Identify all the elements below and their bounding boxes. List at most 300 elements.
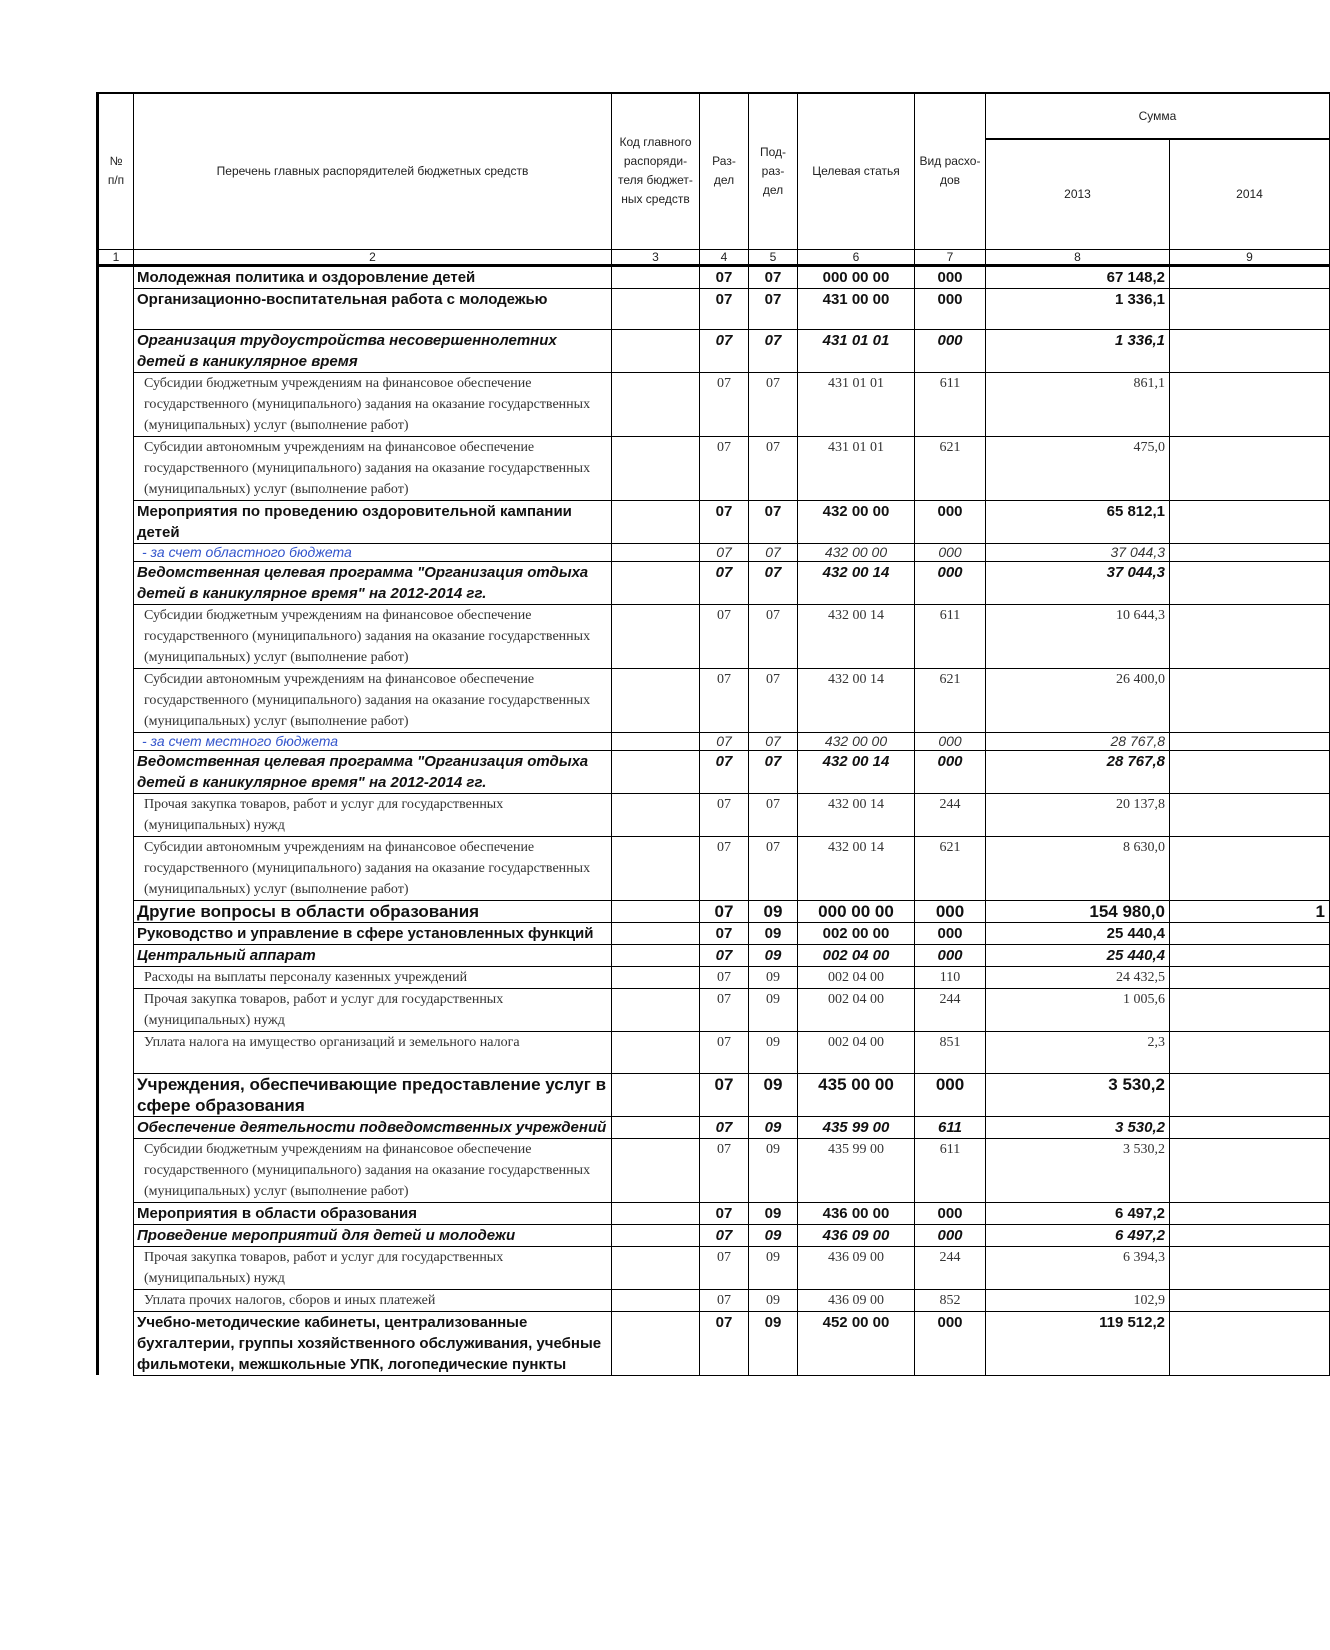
row-code xyxy=(612,966,700,988)
row-target: 452 00 00 xyxy=(798,1311,915,1375)
row-section: 07 xyxy=(700,543,749,561)
row-section: 07 xyxy=(700,288,749,329)
budget-table-sheet xyxy=(96,92,1325,1650)
row-num-cell xyxy=(98,561,134,604)
row-section: 07 xyxy=(700,732,749,750)
row-name: Субсидии бюджетным учреждениям на финансовое обеспечение государственного (муниципального) задания на оказание государственных (муниципальных) услуг (выполнение работ) xyxy=(134,372,612,436)
table-row xyxy=(98,1311,1330,1375)
row-subsection: 09 xyxy=(749,1289,798,1311)
row-sum-2013: 25 440,4 xyxy=(986,922,1170,944)
row-target: 436 00 00 xyxy=(798,1202,915,1224)
row-exptype: 000 xyxy=(915,922,986,944)
row-sum-2013: 6 394,3 xyxy=(986,1246,1170,1289)
row-name: Субсидии бюджетным учреждениям на финансовое обеспечение государственного (муниципального) задания на оказание государственных (муниципальных) услуг (выполнение работ) xyxy=(134,1138,612,1202)
row-num-cell xyxy=(98,988,134,1031)
row-target: 431 01 01 xyxy=(798,372,915,436)
row-name: Расходы на выплаты персоналу казенных учреждений xyxy=(134,966,612,988)
row-subsection: 07 xyxy=(749,500,798,543)
header-sum: Сумма xyxy=(986,93,1330,139)
table-row xyxy=(98,372,1330,436)
row-subsection: 09 xyxy=(749,966,798,988)
row-num-cell xyxy=(98,604,134,668)
row-subsection: 09 xyxy=(749,944,798,966)
row-sum-2013: 8 630,0 xyxy=(986,836,1170,900)
row-subsection: 09 xyxy=(749,900,798,922)
row-name: - за счет областного бюджета xyxy=(134,543,612,561)
table-row xyxy=(98,543,1330,561)
row-exptype: 000 xyxy=(915,944,986,966)
row-exptype: 611 xyxy=(915,1138,986,1202)
row-subsection: 07 xyxy=(749,836,798,900)
row-sum-2013: 6 497,2 xyxy=(986,1224,1170,1246)
row-num-cell xyxy=(98,543,134,561)
row-exptype: 000 xyxy=(915,543,986,561)
colnum: 7 xyxy=(915,249,986,265)
row-sum-2014 xyxy=(1170,1138,1330,1202)
colnum: 3 xyxy=(612,249,700,265)
row-section: 07 xyxy=(700,1246,749,1289)
row-section: 07 xyxy=(700,604,749,668)
row-name: Ведомственная целевая программа "Организация отдыха детей в каникулярное время" на 2012-2014 гг. xyxy=(134,750,612,793)
row-sum-2014 xyxy=(1170,436,1330,500)
row-sum-2013: 861,1 xyxy=(986,372,1170,436)
table-row xyxy=(98,1202,1330,1224)
row-subsection: 07 xyxy=(749,750,798,793)
table-row xyxy=(98,793,1330,836)
row-num-cell xyxy=(98,1138,134,1202)
row-sum-2013: 65 812,1 xyxy=(986,500,1170,543)
row-sum-2014 xyxy=(1170,966,1330,988)
row-section: 07 xyxy=(700,944,749,966)
row-sum-2013: 1 005,6 xyxy=(986,988,1170,1031)
row-num-cell xyxy=(98,732,134,750)
row-target: 432 00 14 xyxy=(798,750,915,793)
row-exptype: 244 xyxy=(915,793,986,836)
row-exptype: 621 xyxy=(915,836,986,900)
row-name: Субсидии автономным учреждениям на финансовое обеспечение государственного (муниципального) задания на оказание государственных (муниципальных) услуг (выполнение работ) xyxy=(134,436,612,500)
row-name: Учебно-методические кабинеты, централизованные бухгалтерии, группы хозяйственного обслуживания, учебные фильмотеки, межшкольные УПК, логопедические пункты xyxy=(134,1311,612,1375)
row-code xyxy=(612,922,700,944)
row-name: Обеспечение деятельности подведомственных учреждений xyxy=(134,1116,612,1138)
row-code xyxy=(612,604,700,668)
colnum: 6 xyxy=(798,249,915,265)
row-name: Центральный аппарат xyxy=(134,944,612,966)
row-target: 002 04 00 xyxy=(798,1031,915,1073)
row-subsection: 07 xyxy=(749,436,798,500)
row-section: 07 xyxy=(700,988,749,1031)
header-num: № п/п xyxy=(98,93,134,249)
row-subsection: 09 xyxy=(749,988,798,1031)
row-target: 002 04 00 xyxy=(798,966,915,988)
row-sum-2014 xyxy=(1170,836,1330,900)
row-sum-2014 xyxy=(1170,372,1330,436)
header-year1: 2013 xyxy=(986,139,1170,249)
row-sum-2014 xyxy=(1170,732,1330,750)
row-num-cell xyxy=(98,966,134,988)
row-subsection: 09 xyxy=(749,1224,798,1246)
row-sum-2014 xyxy=(1170,561,1330,604)
row-exptype: 244 xyxy=(915,1246,986,1289)
budget-rows xyxy=(98,265,1330,1375)
row-num-cell xyxy=(98,1311,134,1375)
row-exptype: 000 xyxy=(915,1224,986,1246)
row-target: 431 01 01 xyxy=(798,329,915,372)
row-section: 07 xyxy=(700,900,749,922)
row-section: 07 xyxy=(700,329,749,372)
row-name: Прочая закупка товаров, работ и услуг для государственных (муниципальных) нужд xyxy=(134,793,612,836)
row-name: Прочая закупка товаров, работ и услуг для государственных (муниципальных) нужд xyxy=(134,1246,612,1289)
row-section: 07 xyxy=(700,668,749,732)
row-subsection: 07 xyxy=(749,372,798,436)
table-row xyxy=(98,1224,1330,1246)
row-exptype: 244 xyxy=(915,988,986,1031)
row-num-cell xyxy=(98,1224,134,1246)
row-code xyxy=(612,288,700,329)
table-row xyxy=(98,944,1330,966)
row-code xyxy=(612,1138,700,1202)
row-num-cell xyxy=(98,288,134,329)
table-row xyxy=(98,732,1330,750)
row-sum-2013: 1 336,1 xyxy=(986,329,1170,372)
row-sum-2014 xyxy=(1170,668,1330,732)
table-row xyxy=(98,668,1330,732)
row-exptype: 000 xyxy=(915,500,986,543)
header-section: Раз-дел xyxy=(700,93,749,249)
table-row xyxy=(98,900,1330,922)
row-code xyxy=(612,1031,700,1073)
row-exptype: 000 xyxy=(915,288,986,329)
row-subsection: 09 xyxy=(749,1202,798,1224)
row-code xyxy=(612,1116,700,1138)
header-name: Перечень главных распорядителей бюджетных средств xyxy=(134,93,612,249)
row-num-cell xyxy=(98,1073,134,1116)
row-code xyxy=(612,1202,700,1224)
row-sum-2013: 475,0 xyxy=(986,436,1170,500)
row-exptype: 000 xyxy=(915,561,986,604)
row-target: 000 00 00 xyxy=(798,265,915,288)
row-target: 432 00 14 xyxy=(798,793,915,836)
row-sum-2014 xyxy=(1170,500,1330,543)
row-target: 432 00 14 xyxy=(798,604,915,668)
table-row xyxy=(98,1246,1330,1289)
header-year2: 2014 xyxy=(1170,139,1330,249)
row-section: 07 xyxy=(700,750,749,793)
row-name: Организация трудоустройства несовершеннолетних детей в каникулярное время xyxy=(134,329,612,372)
row-num-cell xyxy=(98,836,134,900)
row-section: 07 xyxy=(700,1289,749,1311)
row-target: 000 00 00 xyxy=(798,900,915,922)
row-sum-2014 xyxy=(1170,329,1330,372)
row-code xyxy=(612,668,700,732)
row-sum-2014 xyxy=(1170,793,1330,836)
row-target: 002 00 00 xyxy=(798,922,915,944)
row-sum-2013: 25 440,4 xyxy=(986,944,1170,966)
row-sum-2014 xyxy=(1170,1246,1330,1289)
row-num-cell xyxy=(98,372,134,436)
table-row xyxy=(98,1031,1330,1073)
header-exptype: Вид расхо-дов xyxy=(915,93,986,249)
row-subsection: 07 xyxy=(749,543,798,561)
row-target: 432 00 14 xyxy=(798,836,915,900)
row-sum-2014 xyxy=(1170,1224,1330,1246)
row-name: Проведение мероприятий для детей и молодежи xyxy=(134,1224,612,1246)
row-sum-2014 xyxy=(1170,1311,1330,1375)
table-row xyxy=(98,265,1330,288)
row-subsection: 09 xyxy=(749,1311,798,1375)
row-target: 436 09 00 xyxy=(798,1246,915,1289)
row-section: 07 xyxy=(700,1311,749,1375)
row-num-cell xyxy=(98,750,134,793)
row-subsection: 07 xyxy=(749,793,798,836)
row-code xyxy=(612,329,700,372)
row-code xyxy=(612,944,700,966)
table-row xyxy=(98,1289,1330,1311)
row-exptype: 000 xyxy=(915,265,986,288)
colnum: 2 xyxy=(134,249,612,265)
table-row xyxy=(98,1116,1330,1138)
row-name: Мероприятия по проведению оздоровительной кампании детей xyxy=(134,500,612,543)
row-target: 432 00 00 xyxy=(798,732,915,750)
row-num-cell xyxy=(98,1202,134,1224)
colnum: 8 xyxy=(986,249,1170,265)
row-sum-2014 xyxy=(1170,922,1330,944)
row-section: 07 xyxy=(700,1224,749,1246)
row-code xyxy=(612,372,700,436)
row-target: 431 01 01 xyxy=(798,436,915,500)
row-target: 431 00 00 xyxy=(798,288,915,329)
row-sum-2013: 102,9 xyxy=(986,1289,1170,1311)
row-sum-2013: 20 137,8 xyxy=(986,793,1170,836)
row-num-cell xyxy=(98,793,134,836)
row-code xyxy=(612,988,700,1031)
row-name: Уплата прочих налогов, сборов и иных платежей xyxy=(134,1289,612,1311)
row-subsection: 09 xyxy=(749,1116,798,1138)
row-exptype: 000 xyxy=(915,750,986,793)
row-sum-2013: 10 644,3 xyxy=(986,604,1170,668)
row-sum-2014 xyxy=(1170,988,1330,1031)
header-code: Код главного распоряди-теля бюджет-ных средств xyxy=(612,93,700,249)
row-sum-2013: 28 767,8 xyxy=(986,732,1170,750)
row-num-cell xyxy=(98,436,134,500)
row-target: 432 00 00 xyxy=(798,500,915,543)
colnum: 4 xyxy=(700,249,749,265)
table-row xyxy=(98,836,1330,900)
row-name: Учреждения, обеспечивающие предоставление услуг в сфере образования xyxy=(134,1073,612,1116)
table-row xyxy=(98,329,1330,372)
colnum: 9 xyxy=(1170,249,1330,265)
row-section: 07 xyxy=(700,500,749,543)
table-row xyxy=(98,500,1330,543)
row-sum-2013: 1 336,1 xyxy=(986,288,1170,329)
column-number-row xyxy=(98,249,1330,265)
header-subsection: Под-раз-дел xyxy=(749,93,798,249)
row-code xyxy=(612,1246,700,1289)
row-code xyxy=(612,561,700,604)
row-exptype: 621 xyxy=(915,668,986,732)
row-sum-2014 xyxy=(1170,604,1330,668)
row-name: Мероприятия в области образования xyxy=(134,1202,612,1224)
row-num-cell xyxy=(98,1246,134,1289)
table-row xyxy=(98,1138,1330,1202)
row-code xyxy=(612,750,700,793)
row-section: 07 xyxy=(700,1073,749,1116)
row-sum-2014 xyxy=(1170,1073,1330,1116)
row-sum-2013: 119 512,2 xyxy=(986,1311,1170,1375)
row-subsection: 09 xyxy=(749,1138,798,1202)
row-target: 432 00 14 xyxy=(798,561,915,604)
row-num-cell xyxy=(98,1031,134,1073)
row-num-cell xyxy=(98,329,134,372)
row-subsection: 07 xyxy=(749,288,798,329)
row-exptype: 000 xyxy=(915,1311,986,1375)
row-target: 436 09 00 xyxy=(798,1289,915,1311)
row-target: 435 99 00 xyxy=(798,1116,915,1138)
row-exptype: 852 xyxy=(915,1289,986,1311)
row-subsection: 07 xyxy=(749,604,798,668)
row-sum-2013: 6 497,2 xyxy=(986,1202,1170,1224)
row-exptype: 611 xyxy=(915,604,986,668)
row-target: 432 00 00 xyxy=(798,543,915,561)
row-code xyxy=(612,732,700,750)
row-section: 07 xyxy=(700,1202,749,1224)
row-sum-2013: 24 432,5 xyxy=(986,966,1170,988)
row-code xyxy=(612,1289,700,1311)
table-row xyxy=(98,1073,1330,1116)
row-code xyxy=(612,1311,700,1375)
table-row xyxy=(98,988,1330,1031)
row-name: Организационно-воспитательная работа с молодежью xyxy=(134,288,612,329)
row-code xyxy=(612,265,700,288)
row-num-cell xyxy=(98,668,134,732)
row-target: 002 04 00 xyxy=(798,944,915,966)
row-name: Субсидии автономным учреждениям на финансовое обеспечение государственного (муниципального) задания на оказание государственных (муниципальных) услуг (выполнение работ) xyxy=(134,668,612,732)
row-sum-2014 xyxy=(1170,265,1330,288)
row-target: 435 99 00 xyxy=(798,1138,915,1202)
row-section: 07 xyxy=(700,1138,749,1202)
row-code xyxy=(612,543,700,561)
colnum: 5 xyxy=(749,249,798,265)
row-section: 07 xyxy=(700,966,749,988)
row-subsection: 07 xyxy=(749,732,798,750)
row-subsection: 09 xyxy=(749,1073,798,1116)
row-exptype: 621 xyxy=(915,436,986,500)
row-exptype: 000 xyxy=(915,329,986,372)
row-num-cell xyxy=(98,500,134,543)
row-sum-2013: 2,3 xyxy=(986,1031,1170,1073)
row-exptype: 611 xyxy=(915,1116,986,1138)
row-exptype: 000 xyxy=(915,1202,986,1224)
row-section: 07 xyxy=(700,1031,749,1073)
row-section: 07 xyxy=(700,836,749,900)
row-section: 07 xyxy=(700,793,749,836)
row-sum-2013: 26 400,0 xyxy=(986,668,1170,732)
row-subsection: 07 xyxy=(749,561,798,604)
table-row xyxy=(98,561,1330,604)
row-sum-2013: 67 148,2 xyxy=(986,265,1170,288)
table-row xyxy=(98,436,1330,500)
row-code xyxy=(612,1073,700,1116)
row-num-cell xyxy=(98,1116,134,1138)
row-sum-2013: 3 530,2 xyxy=(986,1073,1170,1116)
row-sum-2013: 37 044,3 xyxy=(986,561,1170,604)
row-subsection: 09 xyxy=(749,1246,798,1289)
row-subsection: 07 xyxy=(749,329,798,372)
row-section: 07 xyxy=(700,922,749,944)
row-name: Руководство и управление в сфере установленных функций xyxy=(134,922,612,944)
row-exptype: 000 xyxy=(915,732,986,750)
row-name: Субсидии автономным учреждениям на финансовое обеспечение государственного (муниципального) задания на оказание государственных (муниципальных) услуг (выполнение работ) xyxy=(134,836,612,900)
row-exptype: 000 xyxy=(915,900,986,922)
row-code xyxy=(612,436,700,500)
row-target: 436 09 00 xyxy=(798,1224,915,1246)
row-code xyxy=(612,1224,700,1246)
row-sum-2014 xyxy=(1170,1116,1330,1138)
row-sum-2014 xyxy=(1170,750,1330,793)
table-row xyxy=(98,604,1330,668)
row-target: 435 00 00 xyxy=(798,1073,915,1116)
table-row xyxy=(98,750,1330,793)
row-name: Молодежная политика и оздоровление детей xyxy=(134,265,612,288)
row-sum-2014 xyxy=(1170,1202,1330,1224)
row-name: Прочая закупка товаров, работ и услуг для государственных (муниципальных) нужд xyxy=(134,988,612,1031)
row-name: Другие вопросы в области образования xyxy=(134,900,612,922)
row-sum-2014 xyxy=(1170,1031,1330,1073)
row-sum-2013: 154 980,0 xyxy=(986,900,1170,922)
row-sum-2014: 1 xyxy=(1170,900,1330,922)
row-sum-2013: 37 044,3 xyxy=(986,543,1170,561)
row-sum-2014 xyxy=(1170,944,1330,966)
row-sum-2014 xyxy=(1170,288,1330,329)
row-name: Ведомственная целевая программа "Организация отдыха детей в каникулярное время" на 2012-2014 гг. xyxy=(134,561,612,604)
header-target: Целевая статья xyxy=(798,93,915,249)
row-name: Субсидии бюджетным учреждениям на финансовое обеспечение государственного (муниципального) задания на оказание государственных (муниципальных) услуг (выполнение работ) xyxy=(134,604,612,668)
row-subsection: 07 xyxy=(749,265,798,288)
row-name: Уплата налога на имущество организаций и земельного налога xyxy=(134,1031,612,1073)
row-section: 07 xyxy=(700,265,749,288)
row-exptype: 611 xyxy=(915,372,986,436)
row-exptype: 110 xyxy=(915,966,986,988)
row-num-cell xyxy=(98,265,134,288)
row-section: 07 xyxy=(700,561,749,604)
colnum: 1 xyxy=(98,249,134,265)
table-row xyxy=(98,288,1330,329)
row-section: 07 xyxy=(700,1116,749,1138)
row-sum-2013: 3 530,2 xyxy=(986,1116,1170,1138)
row-subsection: 09 xyxy=(749,922,798,944)
table-row xyxy=(98,922,1330,944)
row-num-cell xyxy=(98,944,134,966)
row-num-cell xyxy=(98,900,134,922)
row-code xyxy=(612,836,700,900)
row-code xyxy=(612,900,700,922)
row-subsection: 09 xyxy=(749,1031,798,1073)
row-target: 002 04 00 xyxy=(798,988,915,1031)
row-exptype: 000 xyxy=(915,1073,986,1116)
row-code xyxy=(612,793,700,836)
row-target: 432 00 14 xyxy=(798,668,915,732)
row-section: 07 xyxy=(700,436,749,500)
row-sum-2013: 3 530,2 xyxy=(986,1138,1170,1202)
table-row xyxy=(98,966,1330,988)
row-code xyxy=(612,500,700,543)
row-sum-2013: 28 767,8 xyxy=(986,750,1170,793)
row-exptype: 851 xyxy=(915,1031,986,1073)
row-num-cell xyxy=(98,922,134,944)
budget-table xyxy=(96,92,1330,1376)
row-section: 07 xyxy=(700,372,749,436)
row-subsection: 07 xyxy=(749,668,798,732)
row-sum-2014 xyxy=(1170,1289,1330,1311)
